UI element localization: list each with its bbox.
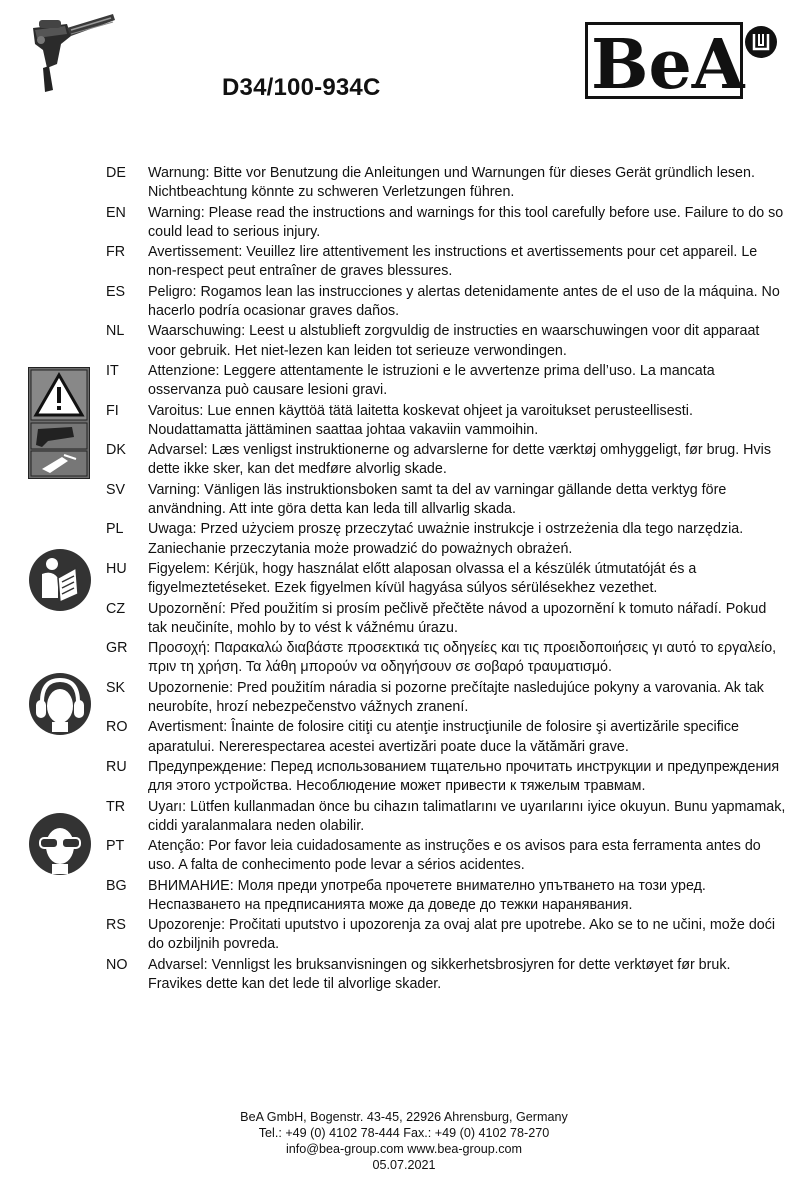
warning-item bbox=[106, 837, 786, 875]
nailer-tool-icon bbox=[27, 10, 115, 94]
warning-item bbox=[106, 164, 786, 202]
warning-text: Upozornění: Před použitím si prosím pečlivě přečtěte návod a upozornění k tomuto nářadí. Pokud tak neučiníte, mohlo by to vést k vážnému úrazu. bbox=[148, 600, 767, 636]
warning-item bbox=[106, 481, 786, 519]
warning-text: ВНИМАНИЕ: Моля преди употреба прочетете внимателно упътването на този уред. Неспазването на предписанията може да доведе до тежки наранявания. bbox=[148, 877, 706, 913]
warning-text: Avertisment: Înainte de folosire citiţi cu atenţie instrucţiunile de folosire şi avertizările specifice aparatului. Nererespectarea acestei avertizări poate duce la vătămări grave. bbox=[148, 719, 739, 755]
warning-item bbox=[106, 798, 786, 836]
warning-item bbox=[106, 243, 786, 281]
language-code: IT bbox=[106, 362, 119, 379]
warning-text: Atenção: Por favor leia cuidadosamente as instruções e os avisos para esta ferramenta antes do uso. A falta de conhecimento pode levar a sérios acidentes. bbox=[148, 838, 761, 874]
language-code: RO bbox=[106, 719, 128, 736]
document-date: 05.07.2021 bbox=[372, 1158, 436, 1172]
email-website: info@bea-group.com www.bea-group.com bbox=[285, 1142, 523, 1156]
warning-text: Uyarı: Lütfen kullanmadan önce bu cihazın talimatlarını ve uyarılarını iyice okuyun. Bunu yapmamak, ciddi yaralanmalara neden olabilir. bbox=[148, 798, 786, 834]
language-code: NL bbox=[106, 323, 125, 340]
warning-item bbox=[106, 956, 786, 994]
company-address: BeA GmbH, Bogenstr. 43-45, 22926 Ahrensburg, Germany bbox=[240, 1110, 568, 1124]
warning-item bbox=[106, 520, 786, 558]
language-code: PL bbox=[106, 521, 124, 538]
warning-item bbox=[106, 322, 786, 360]
warning-text: Attenzione: Leggere attentamente le istruzioni e le avvertenze prima dell’uso. La mancata osservanza può causare lesioni gravi. bbox=[148, 362, 715, 399]
language-code: ES bbox=[106, 283, 126, 300]
warning-item bbox=[106, 560, 786, 598]
language-code: EN bbox=[106, 204, 126, 221]
warning-text: Προσοχή: Παρακαλώ διαβάστε προσεκτικά τις οδηγείες και τις προειδοποιήσεις γι αυτό το εργαλείο, πριν τη χρήση. Τα λάθη μπορούν να οδηγήσουν σε σοβαρό τραυματισμό. bbox=[148, 640, 777, 676]
footer bbox=[0, 1109, 808, 1173]
warning-text: Warning: Please read the instructions and warnings for this tool carefully before use. Failure to do so could lead to serious injury. bbox=[148, 204, 784, 240]
warning-text: Upozornenie: Pred použitím náradia si pozorne prečítajte nasledujúce pokyny a varovania. Ak tak neurobíte, hrozí nebezpečenstvo vážnych zranení. bbox=[148, 679, 764, 715]
language-code: SV bbox=[106, 481, 126, 498]
warning-item bbox=[106, 877, 786, 915]
warning-item bbox=[106, 916, 786, 954]
language-code: SK bbox=[106, 679, 126, 696]
ear-protection-icon bbox=[28, 672, 92, 736]
warning-text: Upozorenje: Pročitati uputstvo i upozorenja za ovaj alat pre upotrebe. Ako se to ne učini, može doći do ozbiljnih povreda. bbox=[148, 917, 776, 953]
language-code: TR bbox=[106, 798, 126, 815]
warning-item bbox=[106, 402, 786, 440]
language-code: FI bbox=[106, 402, 119, 419]
warning-item bbox=[106, 639, 786, 677]
warning-text: Uwaga: Przed użyciem proszę przeczytać uważnie instrukcje i ostrzeżenia dla tego narzędzia. Zaniechanie przeczytania może prowadzić do poważnych obrażeń. bbox=[148, 521, 744, 557]
language-code: RU bbox=[106, 758, 127, 775]
warning-text: Peligro: Rogamos lean las instrucciones y alertas detenidamente antes de el uso de la máquina. No hacerlo podría ocasionar graves daños. bbox=[148, 283, 780, 319]
language-code: BG bbox=[106, 877, 127, 894]
warning-item bbox=[106, 362, 786, 400]
phone-fax: Tel.: +49 (0) 4102 78-444 Fax.: +49 (0) 4102 78-270 bbox=[258, 1126, 550, 1140]
language-code: HU bbox=[106, 560, 127, 577]
language-code: DK bbox=[106, 442, 126, 459]
warning-text: Figyelem: Kérjük, hogy használat előtt alaposan olvassa el a készülék útmutatóját és a figyelmeztetéseket. Ezek figyelmen kívül hagyása súlyos sérülésekhez vezethet. bbox=[148, 560, 697, 597]
language-code: PT bbox=[106, 838, 125, 855]
warning-text: Waarschuwing: Leest u alstublieft zorgvuldig de instructies en waarschuwingen voor dit apparaat voor gebruik. Het niet-lezen kan leiden tot serieuze verwondingen. bbox=[148, 323, 760, 359]
warning-text: Предупреждение: Перед использованием тщательно прочитать инструкции и предупреждения для этого устройства. Несоблюдение может привести к тяжелым травмам. bbox=[148, 758, 780, 795]
language-code: NO bbox=[106, 956, 128, 973]
language-code: CZ bbox=[106, 600, 126, 617]
warning-item bbox=[106, 283, 786, 321]
warning-text: Avertissement: Veuillez lire attentivement les instructions et avertissements pour cet appareil. Le non-respect peut entraîner de graves blessures. bbox=[148, 244, 758, 280]
warning-item bbox=[106, 204, 786, 242]
warning-item bbox=[106, 679, 786, 717]
warning-item bbox=[106, 758, 786, 796]
warning-text: Varoitus: Lue ennen käyttöä tätä laitetta koskevat ohjeet ja varoitukset perusteellisesti. Noudattamatta jättäminen saattaa johtaa vakaviin vammoihin. bbox=[148, 402, 693, 438]
warning-text: Advarsel: Vennligst les bruksanvisningen og sikkerhetsbrosjyren for dette verktøyet før bruk. Fravikes dette kan det lede til alvorlige skader. bbox=[148, 956, 731, 993]
language-code: FR bbox=[106, 244, 126, 261]
warning-text: Warnung: Bitte vor Benutzung die Anleitungen und Warnungen für dieses Gerät gründlich lesen. Nichtbeachtung könnte zu schweren Verletzungen führen. bbox=[148, 165, 755, 201]
language-code: DE bbox=[106, 165, 126, 181]
warning-item bbox=[106, 600, 786, 638]
language-code: GR bbox=[106, 640, 128, 657]
brand-logo bbox=[585, 22, 780, 100]
warning-item bbox=[106, 718, 786, 756]
warning-item bbox=[106, 441, 786, 479]
eye-protection-icon bbox=[28, 812, 92, 876]
warnings-list bbox=[106, 164, 786, 995]
language-code: RS bbox=[106, 917, 126, 934]
model-number: D34/100-934C bbox=[222, 74, 381, 101]
warning-text: Varning: Vänligen läs instruktionsboken samt ta del av varningar gällande detta verktyg före användning. Att inte göra detta kan leda till allvarlig skada. bbox=[148, 481, 727, 517]
warning-label-panel bbox=[28, 367, 90, 479]
warning-text: Advarsel: Læs venligst instruktionerne og advarslerne for dette værktøj omhyggeligt, før brug. Hvis dette ikke sker, kan det medføre alvorlig skade. bbox=[148, 442, 771, 478]
brand-logo-text: BeA bbox=[591, 25, 745, 100]
read-manual-icon bbox=[28, 548, 92, 612]
